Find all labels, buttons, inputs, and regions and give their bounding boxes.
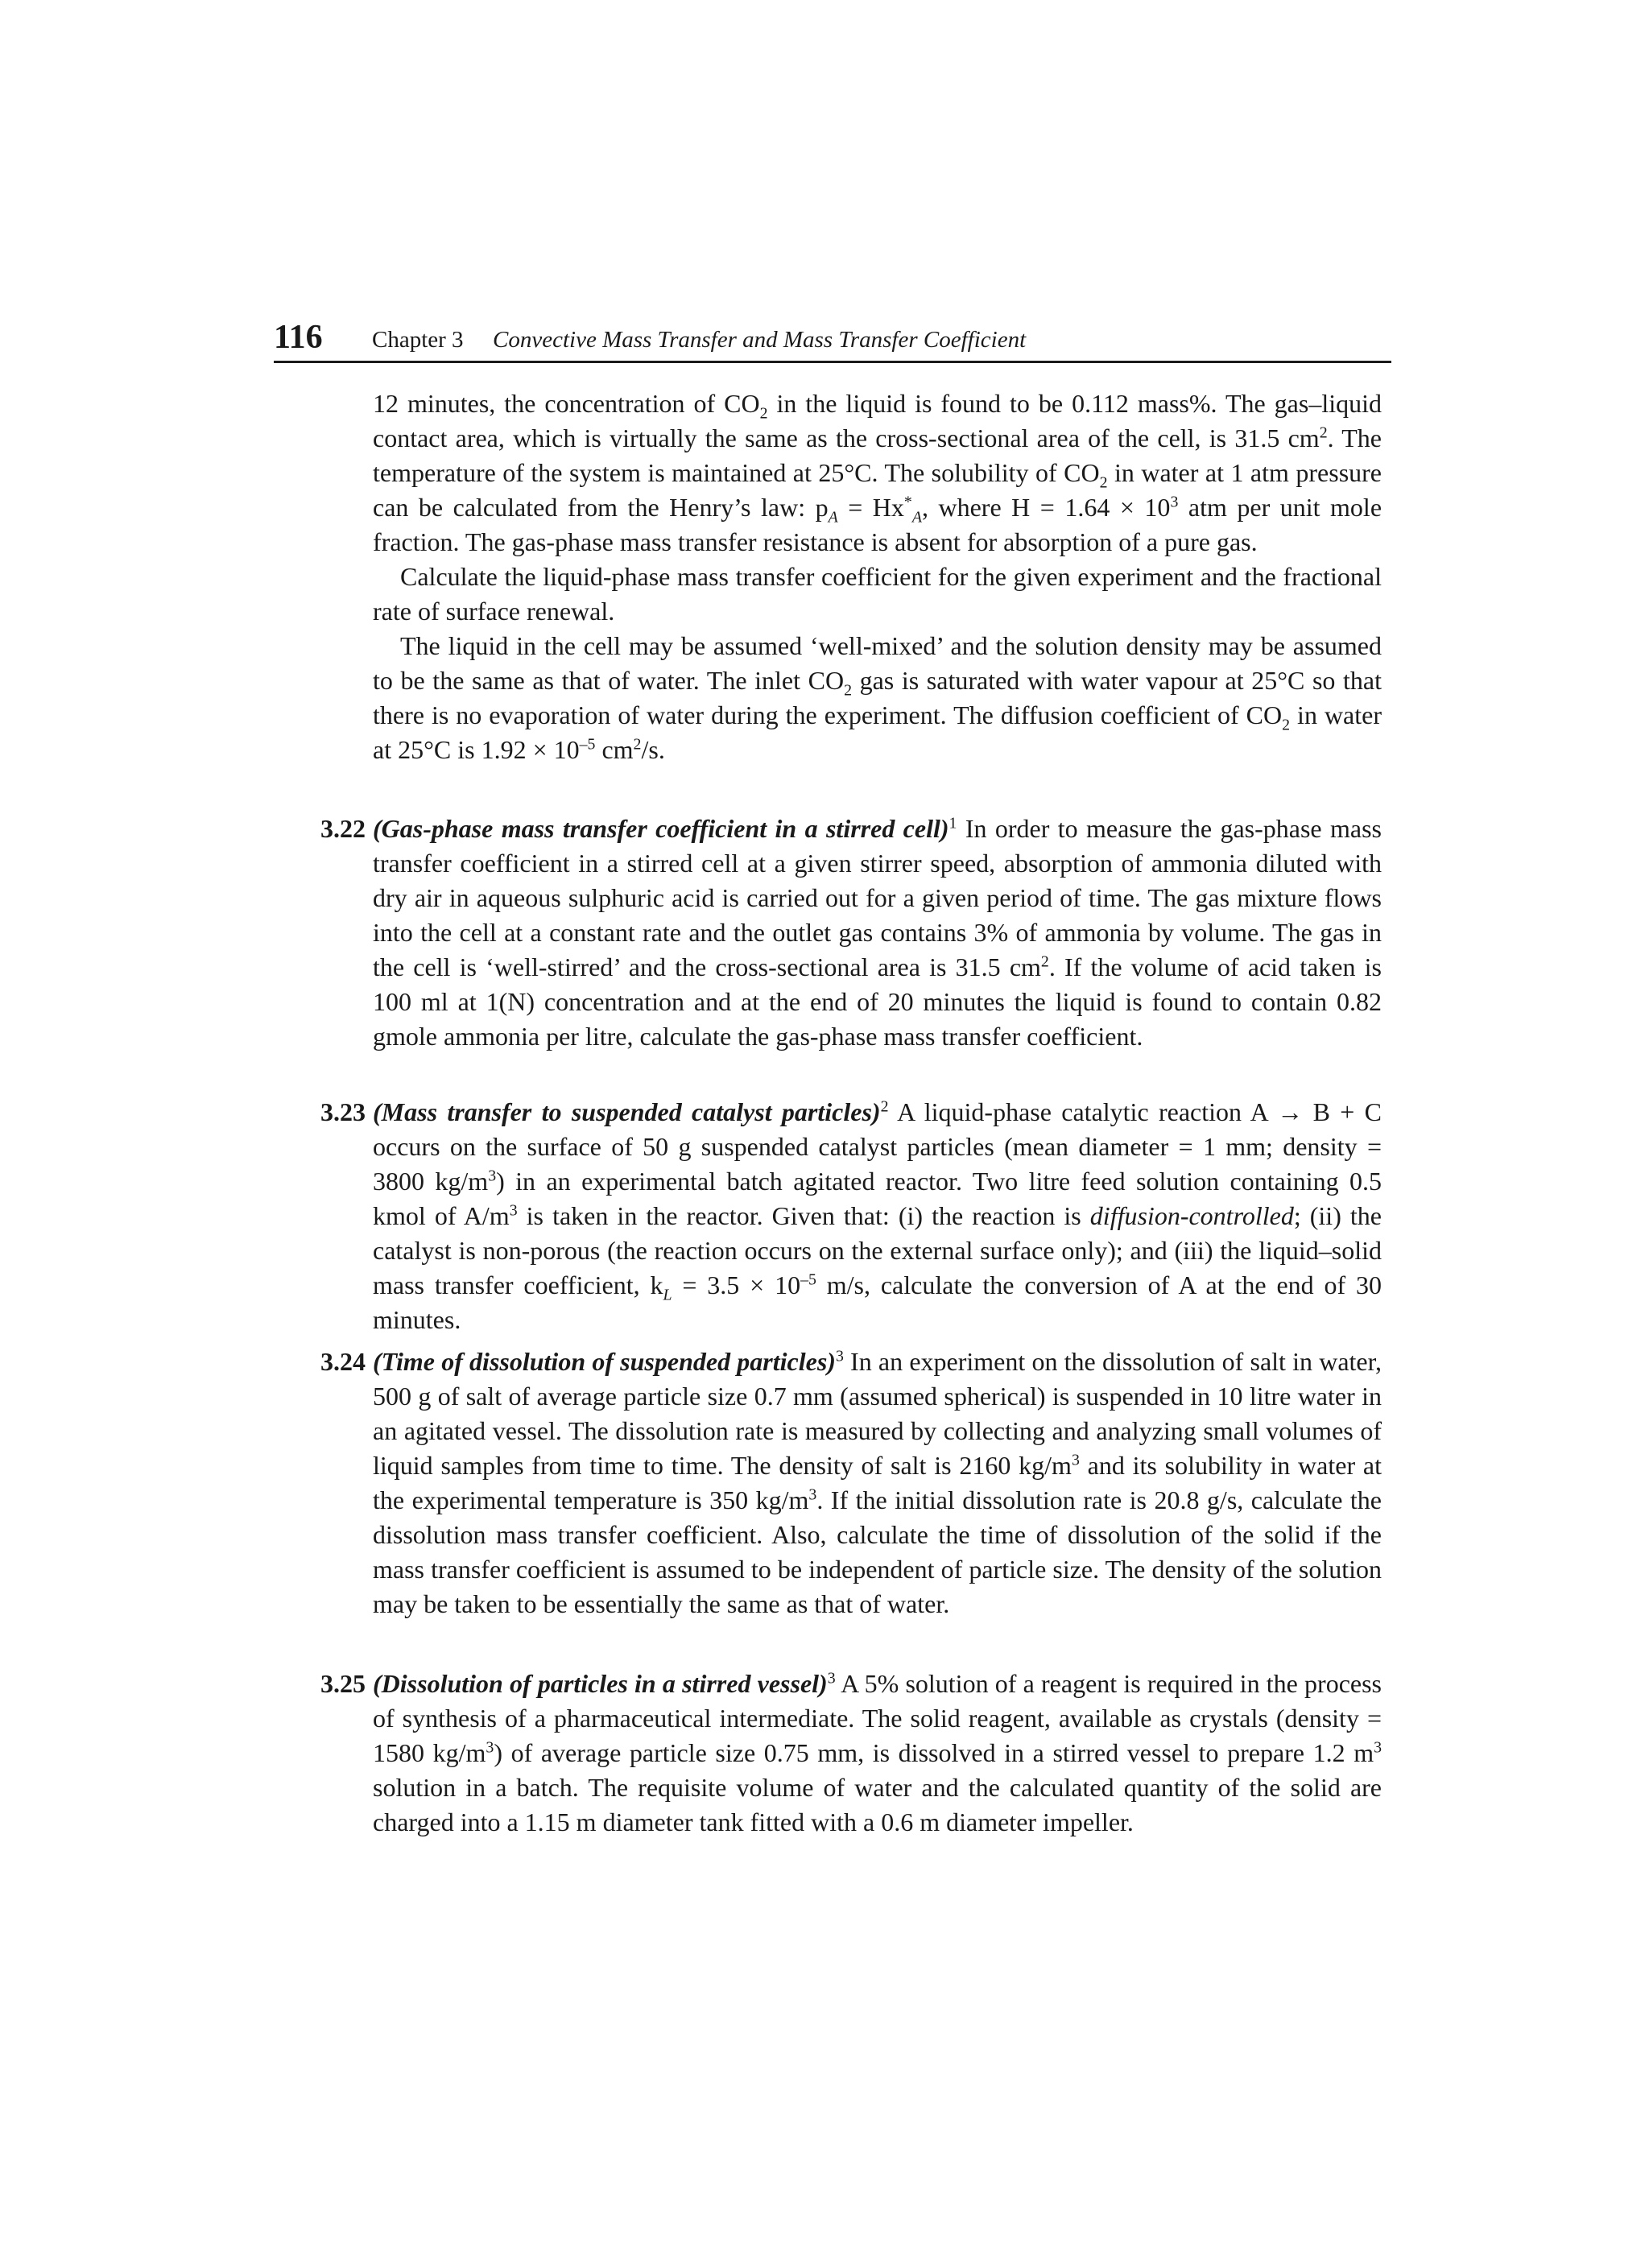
problem-text: (Time of dissolution of suspended particles)$^3$ In an experiment on the dissolution of salt in water, 500 g of salt of average particle size 0.7 mm (assumed spherical) is suspended in 10 litre water in an agitated vessel. The dissolution rate is measured by collecting and analyzing small volumes of liquid samples from time to time. The density of salt is 2160 $kg/m^3$ and its solubility in water at the experimental temperature is 350 $kg/m^3$. If the initial dissolution rate is 20.8 g/s, calculate the dissolution mass transfer coefficient. Also, calculate the time of dissolution of the solid if the mass transfer coefficient is assumed to be independent of particle size. The density of the solution may be taken to be essentially the same as that of water.: [373, 1347, 1382, 1618]
problem-text: (Dissolution of particles in a stirred vessel)$^3$ A 5% solution of a reagent is required in the process of synthesis of a pharmaceutical intermediate. The solid reagent, available as crystals (density = 1580 $kg/m^3$) of average particle size 0.75 mm, is dissolved in a stirred vessel to prepare 1.2 $m^3$ solution in a batch. The requisite volume of water and the calculated quantity of the solid are charged into a 1.15 m diameter tank fitted with a 0.6 m diameter impeller.: [373, 1669, 1382, 1836]
problem-number: 3.23: [320, 1097, 366, 1126]
continuation-text: [373, 386, 1382, 767]
problem-title: (Dissolution of particles in a stirred vessel): [373, 1669, 828, 1698]
page-number: 116: [274, 319, 323, 356]
problem-number: 3.24: [320, 1347, 366, 1376]
continuation-paragraph-2: Calculate the liquid-phase mass transfer coefficient for the given experiment and the fractional rate of surface renewal.: [373, 562, 1382, 626]
chapter-label: Chapter 3: [372, 327, 464, 353]
problem-text: (Gas-phase mass transfer coefficient in a stirred cell)$^1$ In order to measure the gas-phase mass transfer coefficient in a stirred cell at a given stirrer speed, absorption of ammonia diluted with dry air in aqueous sulphuric acid is carried out for a given period of time. The gas mixture flows into the cell at a constant rate and the outlet gas contains 3% of ammonia by volume. The gas in the cell is ‘well-stirred’ and the cross-sectional area is 31.5 $cm^2$. If the volume of acid taken is 100 ml at 1(N) concentration and at the end of 20 minutes the liquid is found to contain 0.82 gmole ammonia per litre, calculate the gas-phase mass transfer coefficient.: [373, 814, 1382, 1051]
problem-text: (Mass transfer to suspended catalyst particles)$^2$ A liquid-phase catalytic reaction A → B + C occurs on the surface of 50 g suspended catalyst particles (mean diameter = 1 mm; density = 3800 $kg/m^3$) in an experimental batch agitated reactor. Two litre feed solution containing 0.5 kmol of $A/m^3$ is taken in the reactor. Given that: (i) the reaction is diffusion-controlled; (ii) the catalyst is non-porous (the reaction occurs on the external surface only); and (iii) the liquid–solid mass transfer coefficient, $k_L = 3.5 \times 10^{-5}$ m/s, calculate the conversion of A at the end of 30 minutes.: [373, 1097, 1382, 1334]
problem-title: (Gas-phase mass transfer coefficient in a stirred cell): [373, 814, 949, 843]
chapter-title: Convective Mass Transfer and Mass Transfer Coefficient: [493, 327, 1027, 353]
problem-title: (Mass transfer to suspended catalyst particles): [373, 1097, 881, 1126]
running-header: [274, 320, 1391, 363]
problem-title: (Time of dissolution of suspended particles): [373, 1347, 836, 1376]
problem-number: 3.22: [320, 814, 366, 843]
continuation-paragraph-1: 12 minutes, the concentration of $CO_2$ in the liquid is found to be 0.112 mass%. The gas–liquid contact area, which is virtually the same as the cross-sectional area of the cell, is 31.5 $cm^2$. The temperature of the system is maintained at 25°C. The solubility of $CO_2$ in water at 1 atm pressure can be calculated from the Henry’s law: $p_A = Hx^*_A$, where $H = 1.64 \times 10^3$ atm per unit mole fraction. The gas-phase mass transfer resistance is absent for absorption of a pure gas.: [373, 389, 1382, 556]
continuation-paragraph-3: The liquid in the cell may be assumed ‘well-mixed’ and the solution density may be assumed to be the same as that of water. The inlet $CO_2$ gas is saturated with water vapour at 25°C so that there is no evaporation of water during the experiment. The diffusion coefficient of $CO_2$ in water at 25°C is $1.92 \times 10^{-5}$ $cm^2/s$.: [373, 631, 1382, 764]
problem-number: 3.25: [320, 1669, 366, 1698]
